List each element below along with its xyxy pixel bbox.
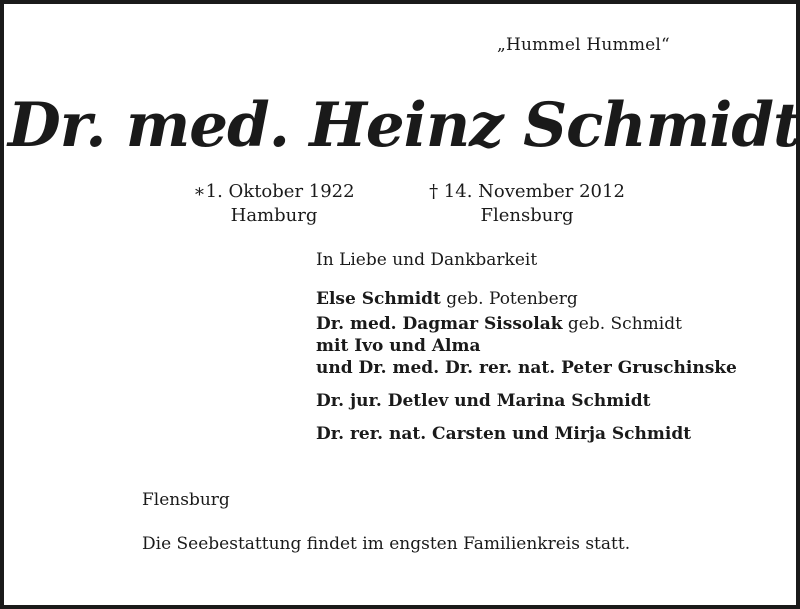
motto: „Hummel Hummel“ <box>497 35 670 55</box>
mourner-dagmar <box>316 313 737 379</box>
maiden-name: geb. Potenberg <box>440 289 578 309</box>
mourner-name: Dr. med. Dagmar Sissolak <box>316 314 563 334</box>
mourner-name: Dr. jur. Detlev und Marina Schmidt <box>316 391 651 411</box>
deceased-name: Dr. med. Heinz Schmidt <box>7 90 800 161</box>
mourner-name: Else Schmidt <box>316 289 441 309</box>
mourner-else <box>316 288 737 310</box>
maiden-name: geb. Schmidt <box>562 314 682 334</box>
death-date: † 14. November 2012 <box>429 181 625 202</box>
mourner-carsten <box>316 423 737 445</box>
intro-line: In Liebe und Dankbarkeit <box>316 250 538 270</box>
death-info <box>422 180 632 228</box>
mourner-children: mit Ivo und Alma <box>316 336 481 356</box>
mourners-list <box>316 288 737 445</box>
birth-info <box>174 180 374 228</box>
notice-place: Flensburg <box>142 490 230 510</box>
death-place: Flensburg <box>480 205 574 226</box>
birth-date: ∗1. Oktober 1922 <box>193 181 355 202</box>
birth-place: Hamburg <box>230 205 318 226</box>
mourner-partner: und Dr. med. Dr. rer. nat. Peter Gruschinske <box>316 358 737 378</box>
mourner-name: Dr. rer. nat. Carsten und Mirja Schmidt <box>316 424 692 444</box>
mourner-detlev <box>316 390 737 412</box>
burial-note: Die Seebestattung findet im engsten Familienkreis statt. <box>142 534 631 554</box>
